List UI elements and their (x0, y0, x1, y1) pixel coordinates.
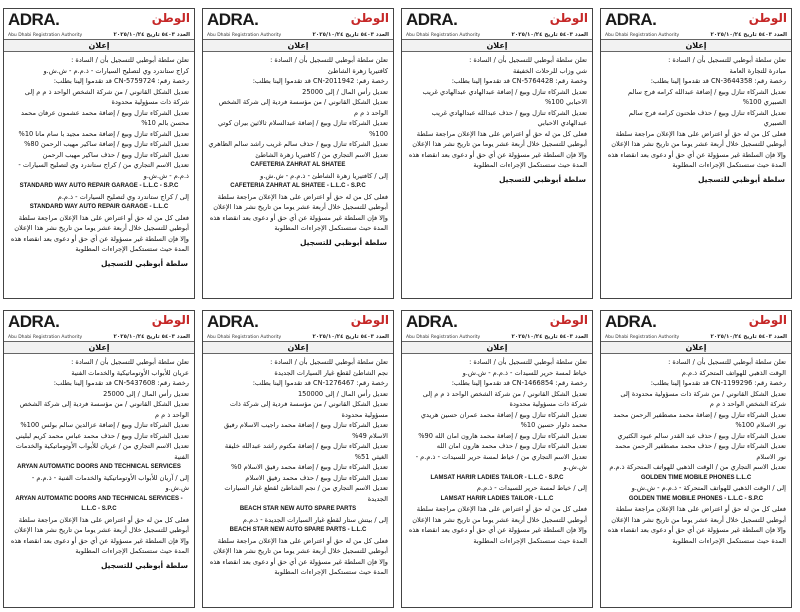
ad-signature: سلطة أبوظبي للتسجيل (498, 174, 586, 184)
issue-date: العدد ٥٤٠٣ تاريخ ٢٠٢٥/١٠/٢٤ (113, 334, 190, 340)
authority-name: Abu Dhabi Registration Authority (406, 334, 481, 340)
authority-name: Abu Dhabi Registration Authority (207, 334, 282, 340)
authority-name: Abu Dhabi Registration Authority (605, 32, 680, 38)
english-trade-name: LAMSAT HARIR LADIES TAILOR - L.L.C (440, 495, 554, 502)
ad-line: تعديل الاسم التجاري من / نجم الشاطئ لقطع غيار السيارات الجديدة (224, 484, 388, 503)
ad-card (202, 310, 394, 608)
ad-line: تعديل الشكل القانوني / من مؤسسة فردية إلى شركة ذات مسؤولية محدودة (229, 400, 388, 419)
ad-header (601, 9, 791, 31)
ad-line: تعديل الشكل القانوني / من مؤسسة فردية إلى شركة الشخص الواحد ذ م م (19, 400, 189, 419)
ad-line: تعلن سلطة أبوظبي للتسجيل بأن / السادة : (469, 358, 587, 366)
ad-card (600, 310, 792, 608)
ad-header (601, 311, 791, 333)
ad-card (600, 8, 792, 299)
ad-line: إلى / آريان للأبواب الأوتوماتيكية والخدمات الفنية - ذ.م.م - ش.ش.و (31, 473, 189, 492)
ad-line: تعديل الشركاء تنازل وبيع / حذف طحنون كرامه فرج سالم الصبيري (628, 108, 786, 127)
authority-name: Abu Dhabi Registration Authority (406, 32, 481, 38)
ad-line: تعلن سلطة أبوظبي للتسجيل بأن / السادة : (668, 358, 786, 366)
issue-date: العدد ٥٤٠٣ تاريخ ٢٠٢٥/١٠/٢٤ (710, 32, 787, 38)
ad-line: كافتيريا زهرة الشاطئ (327, 66, 388, 75)
ad-line: تعديل الشركاء تنازل وبيع / إضافة محمد هارون امان الله 90% (418, 431, 587, 440)
ad-body (4, 354, 194, 559)
ad-subheader (203, 31, 393, 39)
ad-title-bar: إعلان (601, 39, 791, 52)
newspaper-name: الوطن (350, 11, 389, 25)
ad-title-bar: إعلان (203, 39, 393, 52)
ad-line: تعديل الشركاء تنازل وبيع / إضافة عبدالله كرامه فرج سالم الصبيري 100% (627, 87, 786, 106)
ad-line: فعلى كل من له حق أو اعتراض على هذا الإعلان مراجعة سلطة أبوظبي للتسجيل خلال أربعة عشر يوما من تاريخ نشر هذا الإعلان وإلا فإن السلطة غير مسؤولة عن أي حق أو دعوى بعد انقضاء هذه المدة حيث ستستكمل الإجراءات المطلوبة (209, 192, 388, 232)
ad-line: تعديل الشركاء تنازل وبيع / حذف سالم غريب راشد سالم الظاهري (208, 140, 388, 148)
ad-line: شي وزاب للرحلات الخفيفة (512, 66, 587, 75)
ad-title-bar: إعلان (601, 341, 791, 354)
ad-line: تعديل الشركاء تنازل وبيع / حذف محمد هارون امان الله (436, 442, 587, 450)
ad-subheader (203, 333, 393, 341)
english-trade-name: CAFETERIA ZAHRAT AL SHATEE - L.L.C - S.P.C (230, 183, 366, 189)
ad-body (402, 354, 592, 548)
ad-line: تعديل رأس المال / إلى 150000 (297, 389, 388, 398)
ad-line: تعديل الاسم التجاري من / كافتيريا زهرة الشاطئ (255, 150, 388, 159)
ad-body (203, 354, 393, 580)
ad-line: تعديل الشركاء تنازل وبيع / حذف محمد مصطفير الرحمن محمد نور الاسلام (615, 442, 786, 461)
issue-date: العدد ٥٤٠٣ تاريخ ٢٠٢٥/١٠/٢٤ (511, 32, 588, 38)
ad-line: تعديل الشركاء تنازل وبيع / إضافة محمد رفيق الاسلام 0% (231, 463, 388, 471)
ad-line: تعديل الشركاء تنازل وبيع / إضافة محمد مصطفير الرحمن محمد نور الاسلام 100% (613, 410, 786, 429)
ad-line: تعديل الشركاء تنازل وبيع / إضافة محمد عمران حسين هريدي محمد دلوار حسين 10% (420, 410, 587, 429)
ad-line: فعلى كل من له حق أو اعتراض على هذا الإعلان مراجعة سلطة أبوظبي للتسجيل خلال أربعة عشر يوما من تاريخ نشر هذا الإعلان وإلا فإن السلطة غير مسؤولة عن أي حق أو دعوى بعد انقضاء هذه المدة حيث ستستكمل الإجراءات المطلوبة (408, 129, 587, 169)
ad-subheader (402, 333, 592, 341)
ad-body (601, 52, 791, 173)
english-trade-name: BEACH STAR NEW AUTO SPARE PARTS (239, 506, 357, 512)
ad-line: رخصة رقم: CN-5759724 قد تقدموا إلينا بطلب: (53, 77, 189, 85)
ad-line: فعلى كل من له حق أو اعتراض على هذا الإعلان مراجعة سلطة أبوظبي للتسجيل خلال أربعة عشر يوما من تاريخ نشر هذا الإعلان وإلا فإن السلطة غير مسؤولة عن أي حق أو دعوى بعد انقضاء هذه المدة حيث ستستكمل الإجراءات المطلوبة (607, 129, 786, 169)
ad-line: تعديل الاسم التجاري من / خياط لمسة حرير للسيدات - ذ.م.م - ش.ش.و (415, 452, 587, 471)
ad-line: تعديل الشركاء تنازل وبيع / إضافة ساكير مهيب الرحمن 80% (24, 140, 189, 148)
english-trade-name: ARYAN AUTOMATIC DOORS AND TECHNICAL SERVICES - L.L.C - S.P.C (15, 495, 183, 512)
ad-line: إلى / كافتيريا زهرة الشاطئ - ذ.م.م - ش.ش.و (260, 171, 388, 180)
ad-header (203, 9, 393, 31)
ad-signature: سلطة أبوظبي للتسجيل (299, 237, 387, 247)
ad-line: تعديل رأس المال / إلى 25000 (302, 87, 388, 96)
ad-body (601, 354, 791, 548)
ad-subheader (402, 31, 592, 39)
ad-body (4, 52, 194, 257)
ad-title-bar: إعلان (4, 341, 194, 354)
english-trade-name: ARYAN AUTOMATIC DOORS AND TECHNICAL SERVICES (17, 464, 181, 470)
issue-date: العدد ٥٤٠٣ تاريخ ٢٠٢٥/١٠/٢٤ (113, 32, 190, 38)
english-trade-name: LAMSAT HARIR LADIES TAILOR - L.L.C - S.P.C (430, 474, 564, 481)
ad-subheader (601, 31, 791, 39)
ad-line: تعديل الشركاء تنازل وبيع / إضافة مكتوم راشد عبدالله خليفة الغيثي 51% (224, 442, 388, 461)
ad-line: تعديل الاسم التجاري من / كراج ستاندرد وي لتصليح السيارات - ذ.م.م - ش.ش.و (18, 161, 189, 180)
ad-line: كراج ستاندرد وي لتصليح السيارات - ذ.م.م - ش.ش.و (43, 66, 189, 75)
ad-line: تعلن سلطة أبوظبي للتسجيل بأن / السادة : (71, 358, 189, 366)
adra-logo: ADRA. (406, 312, 458, 331)
ad-line: الوقت الذهبي للهواتف المتحركة ذ.م.م (681, 368, 786, 377)
ad-subheader (4, 333, 194, 341)
ad-line: تعديل الشركاء تنازل وبيع / إضافة عزالدين سالم بولس 100% (20, 421, 189, 429)
newspaper-name: الوطن (151, 11, 190, 25)
ad-title-bar: إعلان (402, 39, 592, 52)
newspaper-name: الوطن (350, 313, 389, 327)
adra-logo: ADRA. (406, 10, 458, 29)
ad-card (202, 8, 394, 299)
ad-signature: سلطة أبوظبي للتسجيل (100, 560, 188, 570)
ad-title-bar: إعلان (203, 341, 393, 354)
ad-line: تعديل الشركاء تنازل وبيع / حذف محمد رفيق الاسلام (245, 473, 388, 482)
ad-line: تعديل الشركاء تنازل وبيع / إضافة عبدالسلام ثالاثين بيران كوتي 100% (217, 119, 388, 138)
ad-card (3, 8, 195, 299)
ad-signature: سلطة أبوظبي للتسجيل (100, 258, 188, 268)
ad-line: تعديل رأس المال / إلى 25000 (103, 389, 189, 398)
ad-line: مبادرة للتجارة العامة (729, 66, 786, 75)
ad-line: تعديل الشركاء تنازل وبيع / حذف ساكير مهيب الرحمن (42, 150, 189, 159)
ad-subheader (4, 31, 194, 39)
ad-subheader (601, 333, 791, 341)
authority-name: Abu Dhabi Registration Authority (207, 32, 282, 38)
ad-card (3, 310, 195, 608)
english-trade-name: GOLDEN TIME MOBILE PHONES L.L.C (640, 474, 752, 481)
ad-header (4, 9, 194, 31)
adra-logo: ADRA. (8, 10, 60, 29)
ad-line: تعديل الشكل القانوني / من شركة الشخص الواحد ذ م م إلى شركة ذات مسؤولية محدودة (422, 389, 587, 408)
english-trade-name: BEACH STAR NEW AUTO SPARE PARTS - L.L.C (229, 527, 367, 533)
ad-line: نجم الشاطئ لقطع غيار السيارات الجديدة (274, 368, 388, 377)
ad-line: تعديل الشكل القانوني / من مؤسسة فردية إلى شركة الشخص الواحد ذ م م (218, 98, 388, 117)
ad-body (203, 52, 393, 236)
ad-line: تعديل الاسم التجاري من / عريان للأبواب الأوتوماتيكية والخدمات الفنية (15, 442, 189, 461)
ad-header (402, 311, 592, 333)
ad-line: تعديل الشركاء تنازل وبيع / حذف عبدالله عبدالهادي غريب عبدالهادي الاحبابي (431, 108, 587, 127)
newspaper-name: الوطن (151, 313, 190, 327)
adra-logo: ADRA. (8, 312, 60, 331)
newspaper-name: الوطن (748, 11, 787, 25)
ad-line: فعلى كل من له حق أو اعتراض على هذا الإعلان مراجعة سلطة أبوظبي للتسجيل خلال أربعة عشر يوما من تاريخ نشر هذا الإعلان وإلا فإن السلطة غير مسؤولة عن أي حق أو دعوى بعد انقضاء هذه المدة حيث ستستكمل الإجراءات المطلوبة (408, 505, 587, 545)
adra-logo: ADRA. (605, 312, 657, 331)
adra-logo: ADRA. (207, 10, 259, 29)
ad-line: رخصة رقم: CN-3644358 قد تقدموا إلينا بطلب: (650, 77, 786, 85)
ad-line: رخصة رقم: CN-1276467 قد تقدموا إلينا بطلب: (252, 379, 388, 387)
english-trade-name: STANDARD WAY AUTO REPAIR GARAGE - L.L.C (29, 204, 169, 210)
ad-card (401, 8, 593, 299)
ad-card (401, 310, 593, 608)
ad-line: تعديل الشركاء تنازل وبيع / إضافة محمد عشمون عرفان محمد محسن بالم 10% (20, 108, 189, 127)
issue-date: العدد ٥٤٠٣ تاريخ ٢٠٢٥/١٠/٢٤ (312, 334, 389, 340)
ad-line: رخصة رقم: CN-1466854 قد تقدموا إلينا بطلب: (451, 379, 587, 387)
english-trade-name: STANDARD WAY AUTO REPAIR GARAGE - L.L.C - S.P.C (19, 183, 179, 189)
issue-date: العدد ٥٤٠٣ تاريخ ٢٠٢٥/١٠/٢٤ (511, 334, 588, 340)
authority-name: Abu Dhabi Registration Authority (8, 32, 83, 38)
ad-line: تعديل الشكل القانوني / من شركة الشخص الواحد ذ م م إلى شركة ذات مسؤولية محدودة (24, 87, 189, 106)
ad-header (402, 9, 592, 31)
ad-line: خياط لمسة حرير للسيدات - ذ.م.م - ش.ش.و (462, 368, 587, 377)
ad-title-bar: إعلان (4, 39, 194, 52)
ad-header (4, 311, 194, 333)
ad-line: تعلن سلطة أبوظبي للتسجيل بأن / السادة : (270, 358, 388, 366)
adra-logo: ADRA. (207, 312, 259, 331)
ad-line: فعلى كل من له حق أو اعتراض على هذا الإعلان مراجعة سلطة أبوظبي للتسجيل خلال أربعة عشر يوما من تاريخ نشر هذا الإعلان وإلا فإن السلطة غير مسؤولة عن أي حق أو دعوى بعد انقضاء هذه المدة حيث ستستكمل الإجراءات المطلوبة (10, 515, 189, 555)
ad-line: تعديل الشركاء تنازل وبيع / إضافة عبدالهادي عبدالهادي غريب الاحبابي 100% (422, 87, 587, 106)
ad-line: تعلن سلطة أبوظبي للتسجيل بأن / السادة : (270, 56, 388, 64)
ad-line: عريان للأبواب الأوتوماتيكية والخدمات الفنية (71, 368, 189, 377)
english-trade-name: CAFETERIA ZAHRAT AL SHATEE (250, 162, 346, 168)
ad-line: تعديل الشركاء تنازل وبيع / حذف عبد القدر سالم عبود الكثيري (617, 431, 786, 440)
ad-line: تعلن سلطة أبوظبي للتسجيل بأن / السادة : (71, 56, 189, 64)
ad-line: رخصة رقم: CN-1199296 قد تقدموا إلينا بطلب: (650, 379, 786, 387)
ad-line: تعديل الشركاء تنازل وبيع / إضافة محمد مجيد با سام مانا 10% (18, 129, 189, 138)
issue-date: العدد ٥٤٠٣ تاريخ ٢٠٢٥/١٠/٢٤ (710, 334, 787, 340)
ad-line: فعلى كل من له حق أو اعتراض على هذا الإعلان مراجعة سلطة أبوظبي للتسجيل خلال أربعة عشر يوما من تاريخ نشر هذا الإعلان وإلا فإن السلطة غير مسؤولة عن أي حق أو دعوى بعد انقضاء هذه المدة حيث ستستكمل الإجراءات المطلوبة (209, 536, 388, 576)
ad-line: تعلن سلطة أبوظبي للتسجيل بأن / السادة : (668, 56, 786, 64)
issue-date: العدد ٥٤٠٣ تاريخ ٢٠٢٥/١٠/٢٤ (312, 32, 389, 38)
ad-line: وخصة رقم: CN-5764428 قد تقدموا إلينا بطلب: (451, 77, 587, 85)
authority-name: Abu Dhabi Registration Authority (8, 334, 83, 340)
newspaper-name: الوطن (748, 313, 787, 327)
ad-line: تعديل الشركاء تنازل وبيع / حذف محمد عباس محمد كريم لبليني (15, 431, 189, 440)
ad-line: إلى / بيتش ستار لقطع غيار السيارات الجديدة - ذ.م.م (242, 515, 388, 524)
ad-line: رخصة رقم: CN-2011942 قد تقدموا إلينا بطلب: (252, 77, 388, 85)
ad-line: رخصة رقم: CN-5437608 قد تقدموا إلينا بطلب: (53, 379, 189, 387)
newspaper-name: الوطن (549, 313, 588, 327)
ad-header (203, 311, 393, 333)
ad-signature: سلطة أبوظبي للتسجيل (697, 174, 785, 184)
ad-line: فعلى كل من له حق أو اعتراض على هذا الإعلان مراجعة سلطة أبوظبي للتسجيل خلال أربعة عشر يوما من تاريخ نشر هذا الإعلان وإلا فإن السلطة غير مسؤولة عن أي حق أو دعوى بعد انقضاء هذه المدة حيث ستستكمل الإجراءات المطلوبة (607, 505, 786, 545)
ad-title-bar: إعلان (402, 341, 592, 354)
ad-line: إلى / الوقت الذهبي للهواتف المتحركة - ذ.م.م - ش.ش.و (631, 484, 786, 492)
ad-line: تعلن سلطة أبوظبي للتسجيل بأن / السادة : (469, 56, 587, 64)
authority-name: Abu Dhabi Registration Authority (605, 334, 680, 340)
ad-line: تعديل الاسم التجاري من / الوقت الذهبي للهواتف المتحركة ذ.م.م (609, 463, 786, 471)
ad-line: إلى / خياط لمسة حرير للسيدات - ذ.م.م (476, 484, 587, 492)
adra-logo: ADRA. (605, 10, 657, 29)
english-trade-name: GOLDEN TIME MOBILE PHONES - L.L.C - S.P.C (628, 495, 764, 502)
ad-line: تعديل الشركاء تنازل وبيع / إضافة محمد راجيب الاسلام رفيق الاسلام 49% (223, 421, 388, 440)
ad-line: تعديل الشكل القانوني / من شركة ذات مسؤولية محدودة إلى شركة الشخص الواحد ذ م م (620, 389, 786, 408)
newspaper-name: الوطن (549, 11, 588, 25)
ad-line: إلى / كراج ستاندرد وي لتصليح السيارات - ذ.م.م (57, 192, 189, 201)
ad-body (402, 52, 592, 173)
ad-line: فعلى كل من له حق أو اعتراض على هذا الإعلان مراجعة سلطة أبوظبي للتسجيل خلال أربعة عشر يوما من تاريخ نشر هذا الإعلان وإلا فإن السلطة غير مسؤولة عن أي حق أو دعوى بعد انقضاء هذه المدة حيث ستستكمل الإجراءات المطلوبة (10, 213, 189, 253)
